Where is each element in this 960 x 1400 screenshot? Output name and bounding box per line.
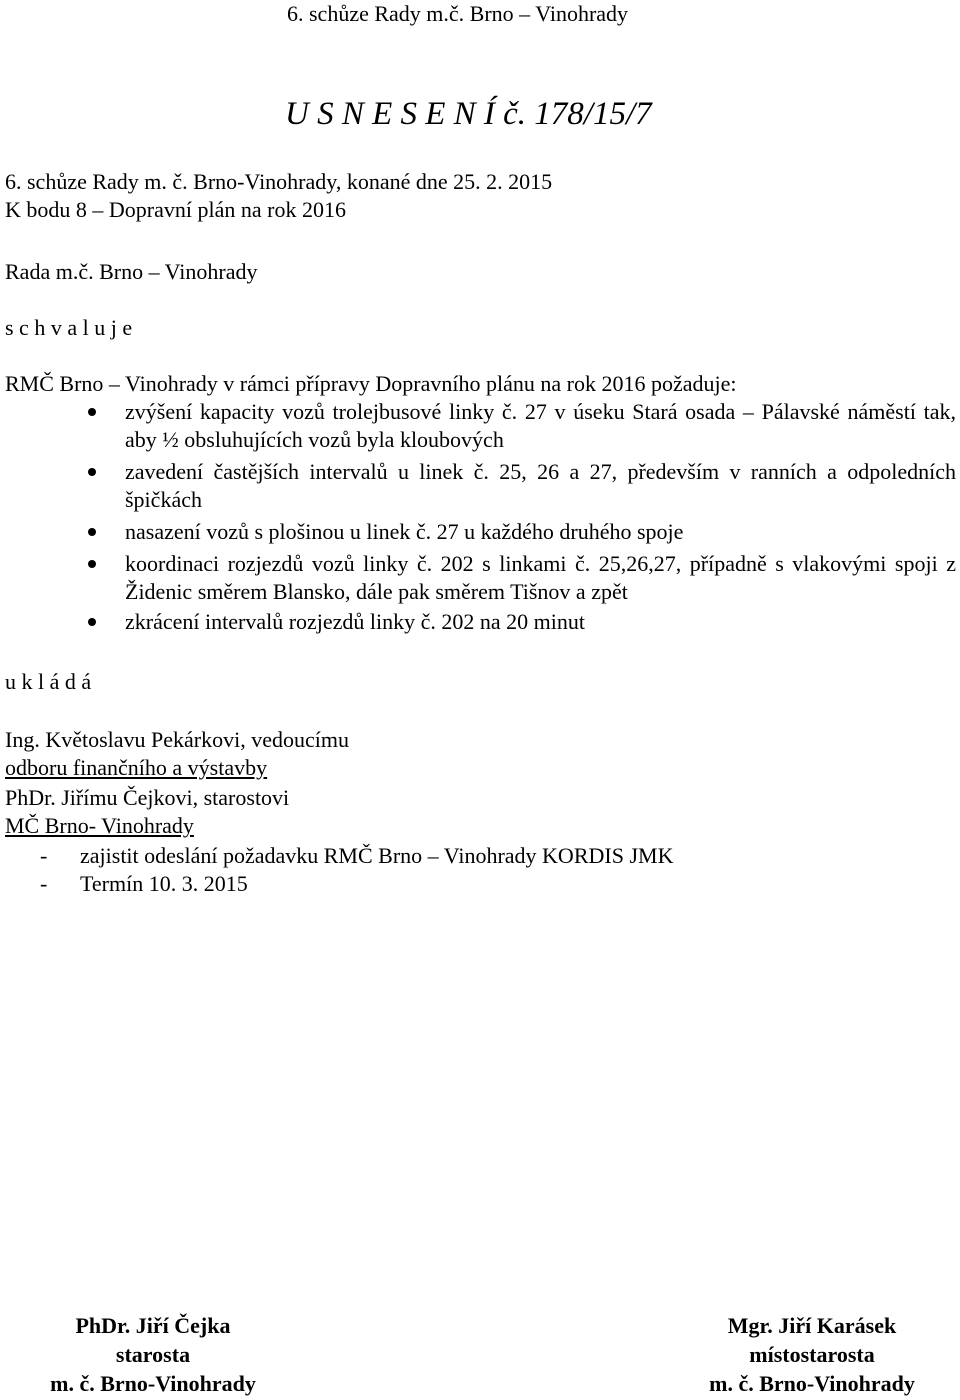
dash-marker: - [40,843,48,868]
bullet-icon [88,408,96,416]
assignee-2-department: MČ Brno- Vinohrady [5,813,194,838]
list-item-text: nasazení vozů s plošinou u linek č. 27 u každého druhého spoje [125,519,684,544]
dash-marker: - [40,871,48,896]
signatory-role: místostarosta [749,1342,875,1367]
signatory-org: m. č. Brno-Vinohrady [709,1371,915,1396]
signatory-role: starosta [115,1342,191,1367]
bullet-icon [88,468,96,476]
bullet-icon [88,618,96,626]
list-item-text: zvýšení kapacity vozů trolejbusové linky č. 27 v úseku Stará osada – Pálavské náměstí tak, aby ½ obsluhujících vozů byla kloubových [125,399,956,452]
agenda-item: K bodu 8 – Dopravní plán na rok 2016 [5,197,346,222]
session-info: 6. schůze Rady m. č. Brno-Vinohrady, konané dne 25. 2. 2015 [5,169,553,194]
signatory-name: PhDr. Jiří Čejka [75,1313,231,1338]
assignee-1: Ing. Květoslavu Pekárkovi, vedoucímu [5,727,349,752]
approves-intro: RMČ Brno – Vinohrady v rámci přípravy Dopravního plánu na rok 2016 požaduje: [5,371,737,396]
signatory-org: m. č. Brno-Vinohrady [50,1371,256,1396]
signature-block-deputy [652,1311,960,1398]
council-name: Rada m.č. Brno – Vinohrady [5,259,258,284]
resolution-title: U S N E S E N Í č. 178/15/7 [285,96,652,132]
assigns-heading: u k l á d á [5,669,92,694]
signature-block-mayor [0,1311,313,1398]
list-item-text: koordinaci rozjezdů vozů linky č. 202 s linkami č. 25,26,27, případně s vlakovými spoji z Židenic směrem Blansko, dále pak směrem Tišnov a zpět [125,551,956,604]
list-item-text: zkrácení intervalů rozjezdů linky č. 202 na 20 minut [125,609,586,634]
task-text: zajistit odeslání požadavku RMČ Brno – Vinohrady KORDIS JMK [80,843,674,868]
task-text: Termín 10. 3. 2015 [80,871,248,896]
bullet-icon [88,528,96,536]
assignee-1-department: odboru finančního a výstavby [5,755,268,780]
assignee-2: PhDr. Jiřímu Čejkovi, starostovi [5,785,290,810]
list-item-text: zavedení častějších intervalů u linek č. 25, 26 a 27, především v ranních a odpoledních špičkách [125,459,956,512]
signatory-name: Mgr. Jiří Karásek [727,1313,897,1338]
bullet-icon [88,560,96,568]
approves-heading: s c h v a l u j e [5,315,133,340]
page-header: 6. schůze Rady m.č. Brno – Vinohrady [287,1,629,26]
